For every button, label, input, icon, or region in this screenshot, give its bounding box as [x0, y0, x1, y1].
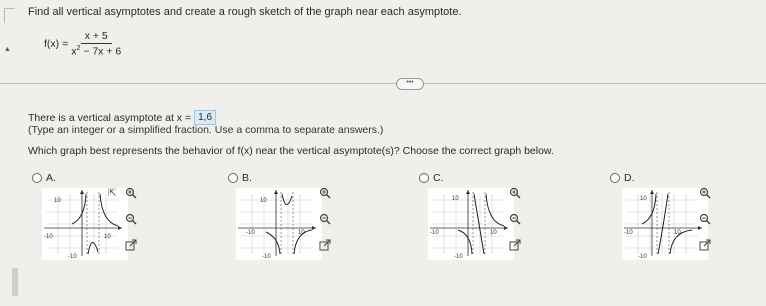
option-c-radio[interactable]: [419, 173, 429, 183]
mouse-pointer-icon: ⇱: [108, 188, 117, 199]
asymptote-answer-input[interactable]: 1,6: [194, 110, 216, 125]
option-a-label: A.: [46, 172, 56, 184]
graph-a-xlabel-pos: 10: [104, 234, 111, 240]
graph-d-zoom-in-icon[interactable]: [698, 186, 712, 200]
graph-question: Which graph best represents the behavior of f(x) near the vertical asymptote(s)? Choose the correct graph below.: [28, 145, 554, 157]
left-margin-bracket: [4, 8, 15, 23]
graph-c-xlabel-pos: 10: [490, 230, 497, 236]
function-numerator: x + 5: [81, 30, 112, 44]
graph-c-ylabel-neg: -10: [454, 254, 463, 260]
graph-b-xlabel-pos: 10: [298, 230, 305, 236]
answer-prefix: There is a vertical asymptote at x =: [28, 111, 192, 124]
option-d-radio[interactable]: [610, 173, 620, 183]
graph-d-ylabel-pos: 10: [640, 196, 647, 202]
option-d-label: D.: [624, 172, 635, 184]
graph-c-zoom-in-icon[interactable]: [508, 186, 522, 200]
graph-c-ylabel-pos: 10: [452, 196, 459, 202]
graph-a-zoom-in-icon[interactable]: [124, 186, 138, 200]
section-divider: [0, 83, 766, 84]
option-c-label: C.: [433, 172, 444, 184]
graph-b-ylabel-pos: 10: [260, 198, 267, 204]
graph-a-zoom-out-icon[interactable]: [124, 212, 138, 226]
graph-c-xlabel-neg: -10: [430, 230, 439, 236]
option-c[interactable]: [419, 172, 444, 184]
graph-c[interactable]: [428, 188, 514, 260]
option-a[interactable]: [32, 172, 56, 184]
graph-d-zoom-out-icon[interactable]: [698, 212, 712, 226]
function-expression: [44, 30, 121, 58]
function-fraction: [71, 30, 121, 58]
graph-b[interactable]: [236, 188, 322, 260]
function-lhs: f(x) =: [44, 37, 69, 50]
graph-b-zoom-out-icon[interactable]: [318, 212, 332, 226]
option-b[interactable]: [228, 172, 252, 184]
graph-a-xlabel-neg: -10: [44, 234, 53, 240]
option-b-radio[interactable]: [228, 173, 238, 183]
answer-hint: (Type an integer or a simplified fraction. Use a comma to separate answers.): [28, 124, 384, 136]
option-b-label: B.: [242, 172, 252, 184]
graph-c-expand-icon[interactable]: [508, 238, 522, 252]
graph-d-ylabel-neg: -10: [638, 254, 647, 260]
answer-line: [28, 110, 216, 125]
graph-d-expand-icon[interactable]: [698, 238, 712, 252]
option-d[interactable]: [610, 172, 635, 184]
graph-b-xlabel-neg: -10: [246, 230, 255, 236]
graph-a-ylabel-neg: -10: [68, 254, 77, 260]
graph-b-expand-icon[interactable]: [318, 238, 332, 252]
graph-d-xlabel-pos: 10: [674, 230, 681, 236]
scrollbar-thumb[interactable]: [12, 268, 18, 296]
graph-b-ylabel-neg: -10: [262, 254, 271, 260]
graph-c-zoom-out-icon[interactable]: [508, 212, 522, 226]
function-denominator: $x^2 - 7x + 6$: [71, 45, 122, 58]
graph-b-zoom-in-icon[interactable]: [318, 186, 332, 200]
question-prompt: Find all vertical asymptotes and create a rough sketch of the graph near each asymptote.: [28, 6, 462, 18]
graph-d[interactable]: [622, 188, 708, 260]
option-a-radio[interactable]: [32, 173, 42, 183]
graph-d-xlabel-neg: -10: [624, 230, 633, 236]
graph-a-expand-icon[interactable]: [124, 238, 138, 252]
graph-a-ylabel-pos: 10: [54, 198, 61, 204]
more-button[interactable]: •••: [396, 78, 424, 90]
left-margin-arrow-icon: ▲: [4, 46, 11, 53]
